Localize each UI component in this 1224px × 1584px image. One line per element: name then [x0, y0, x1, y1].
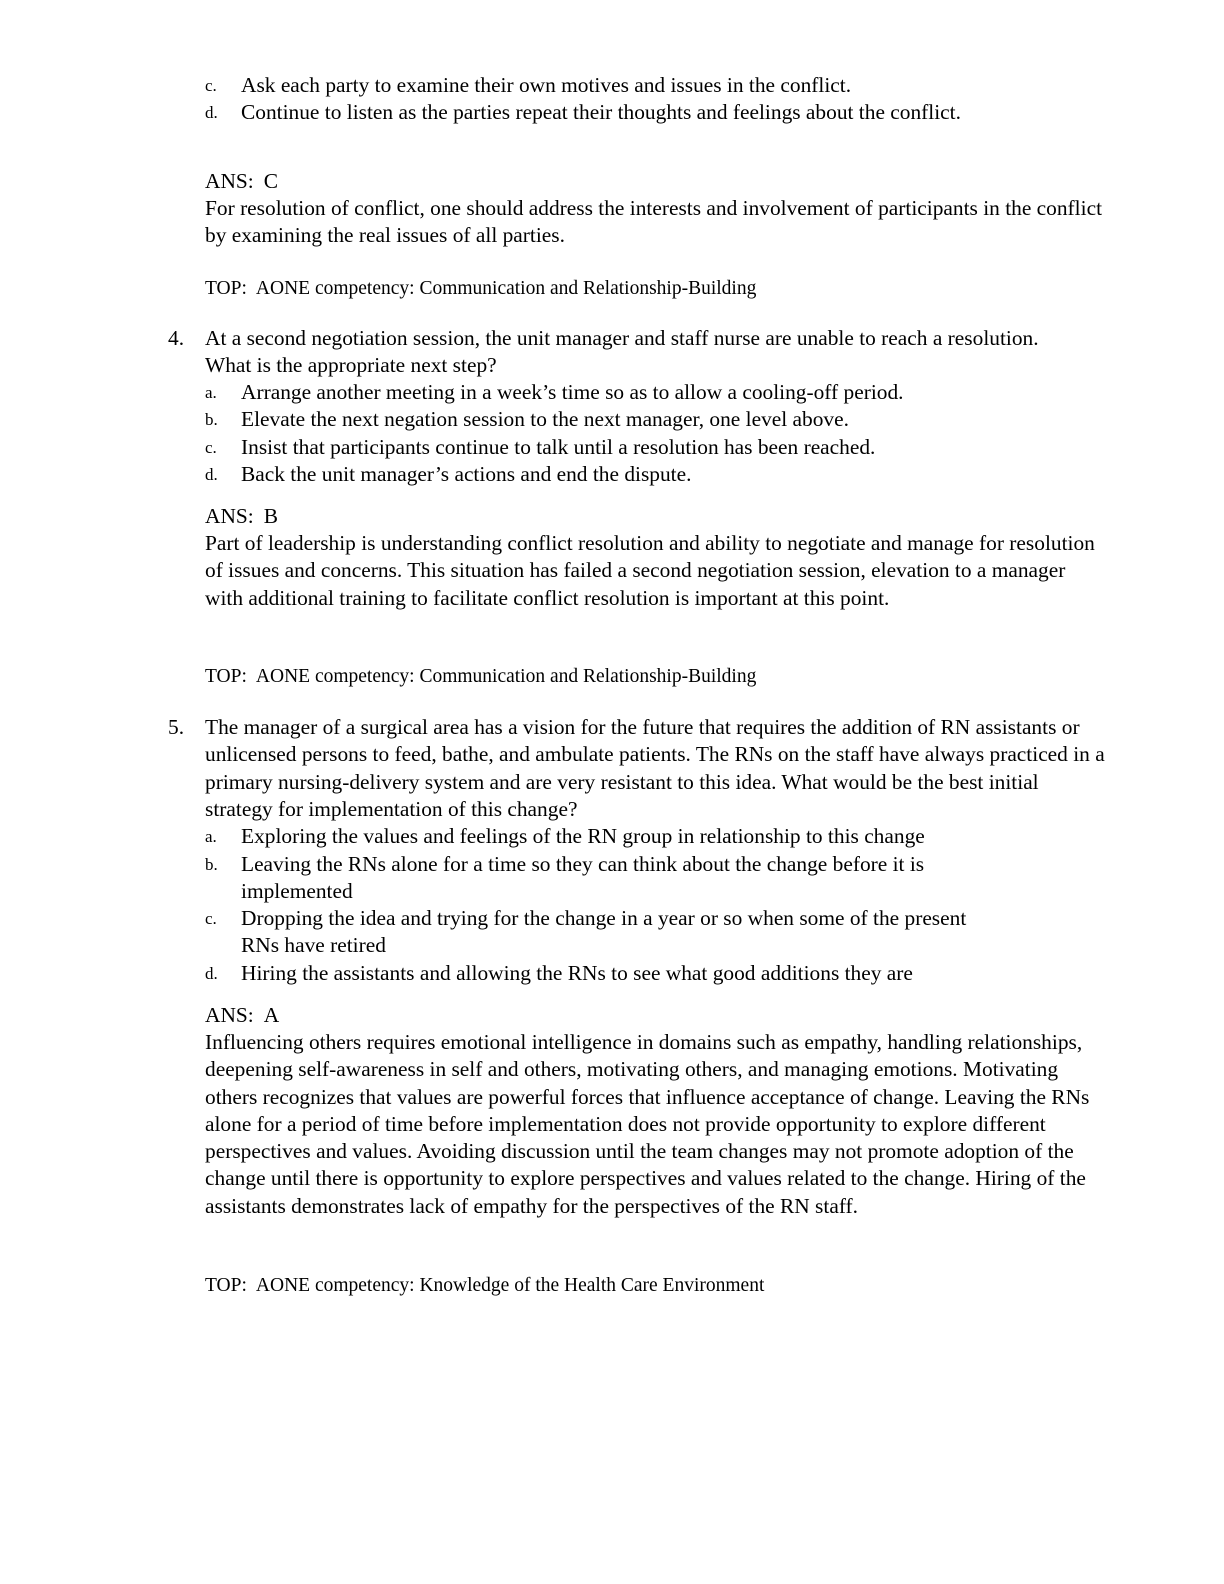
option-letter: c.	[205, 438, 217, 457]
q5-option-c	[205, 905, 995, 960]
answer-label: ANS:	[205, 1003, 254, 1027]
option-text: Back the unit manager’s actions and end the dispute.	[241, 462, 692, 486]
q3-option-c	[205, 72, 1085, 99]
answer-label: ANS:	[205, 169, 254, 193]
q3-answer	[205, 168, 278, 195]
topic-label: TOP:	[205, 1275, 247, 1296]
option-text: Hiring the assistants and allowing the RNs to see what good additions they are	[241, 961, 913, 985]
q4-option-a	[205, 379, 1085, 406]
q5-question	[168, 714, 1108, 823]
option-letter: c.	[205, 909, 217, 928]
topic-value: AONE competency: Communication and Relationship-Building	[255, 666, 757, 687]
topic-value: AONE competency: Communication and Relationship-Building	[255, 278, 757, 299]
question-number: 4.	[168, 326, 185, 350]
q3-option-d	[205, 99, 995, 126]
option-text: Exploring the values and feelings of the RN group in relationship to this change	[241, 824, 925, 848]
q5-option-b	[205, 851, 1015, 906]
option-letter: d.	[205, 465, 218, 484]
option-text: Insist that participants continue to talk until a resolution has been reached.	[241, 435, 876, 459]
topic-value: AONE competency: Knowledge of the Health Care Environment	[255, 1275, 765, 1296]
q4-option-d	[205, 461, 1085, 488]
q4-question	[168, 325, 1048, 380]
option-letter: d.	[205, 964, 218, 983]
option-text: Dropping the idea and trying for the change in a year or so when some of the present RNs have retired	[241, 906, 967, 958]
q5-rationale: Influencing others requires emotional intelligence in domains such as empathy, handling relationships, deepening self-awareness in self and others, motivating others, and managing emotions. Motivating others recognizes that values are powerful forces that influence acceptance of change. Leaving the RNs alone for a period of time before implementation does not provide opportunity to explore different perspectives and values. Avoiding discussion until the team changes may not promote adoption of the change until there is opportunity to explore perspectives and values related to the change. Hiring of the assistants demonstrates lack of empathy for the perspectives of the RN staff.	[205, 1030, 1090, 1218]
option-letter: d.	[205, 103, 218, 122]
option-letter: c.	[205, 76, 217, 95]
option-letter: b.	[205, 855, 218, 874]
option-letter: b.	[205, 410, 218, 429]
topic-label: TOP:	[205, 666, 247, 687]
question-number: 5.	[168, 715, 185, 739]
option-letter: a.	[205, 827, 217, 846]
option-text: Continue to listen as the parties repeat their thoughts and feelings about the conflict.	[241, 100, 961, 124]
option-text: Arrange another meeting in a week’s time so as to allow a cooling-off period.	[241, 380, 904, 404]
option-letter: a.	[205, 383, 217, 402]
q5-option-a	[205, 823, 1085, 850]
question-text: At a second negotiation session, the unit manager and staff nurse are unable to reach a resolution. What is the appropriate next step?	[205, 326, 1039, 378]
answer-value: A	[263, 1003, 280, 1027]
q5-option-d	[205, 960, 1085, 987]
q4-answer	[205, 503, 278, 530]
question-text: The manager of a surgical area has a vision for the future that requires the addition of RN assistants or unlicensed persons to feed, bathe, and ambulate patients. The RNs on the staff have always practiced in a primary nursing-delivery system and are very resistant to this idea. What would be the best initial strategy for implementation of this change?	[205, 715, 1105, 821]
q4-option-b	[205, 406, 1085, 433]
q3-rationale: For resolution of conflict, one should address the interests and involvement of participants in the conflict by examining the real issues of all parties.	[205, 196, 1103, 248]
q4-option-c	[205, 434, 1085, 461]
answer-value: C	[263, 169, 279, 193]
option-text: Ask each party to examine their own motives and issues in the conflict.	[241, 73, 852, 97]
topic-label: TOP:	[205, 278, 247, 299]
q5-answer	[205, 1002, 279, 1029]
q4-topic	[205, 663, 756, 690]
answer-value: B	[263, 504, 279, 528]
q4-rationale: Part of leadership is understanding conflict resolution and ability to negotiate and manage for resolution of issues and concerns. This situation has failed a second negotiation session, elevation to a manager with additional training to facilitate conflict resolution is important at this point.	[205, 531, 1095, 610]
option-text: Leaving the RNs alone for a time so they can think about the change before it is implemented	[241, 852, 925, 904]
q3-topic	[205, 275, 756, 302]
answer-label: ANS:	[205, 504, 254, 528]
option-text: Elevate the next negation session to the next manager, one level above.	[241, 407, 849, 431]
q5-topic	[205, 1272, 764, 1299]
